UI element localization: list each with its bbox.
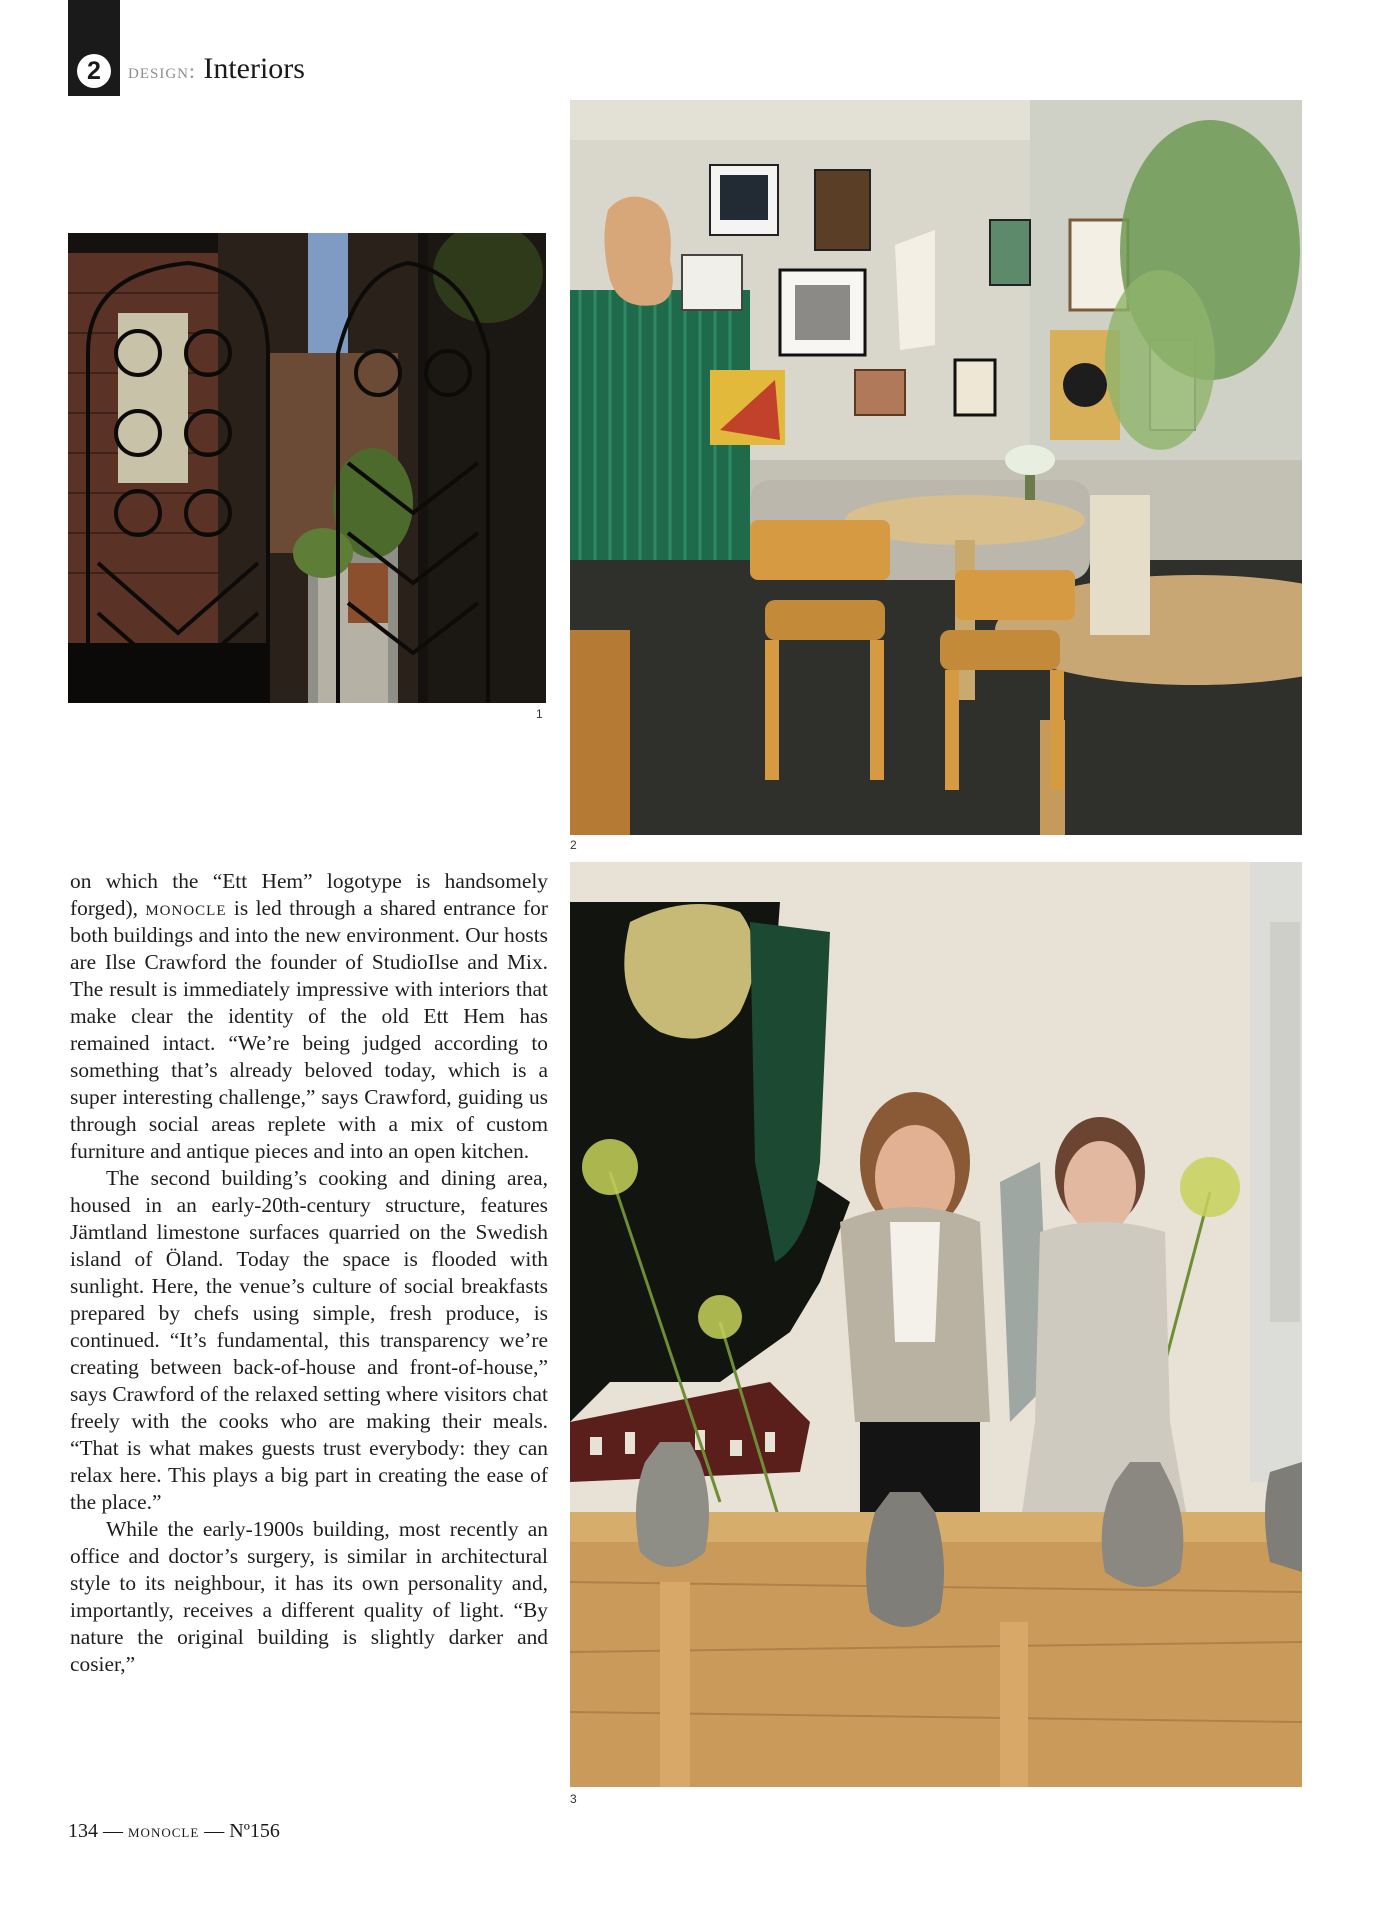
photo-caption-2: 2 [570, 838, 577, 852]
photo-caption-1: 1 [536, 707, 543, 721]
section-heading [128, 52, 305, 86]
folio-separator: — [103, 1820, 123, 1842]
page-folio [68, 1820, 280, 1843]
folio-brand: monocle [128, 1821, 200, 1841]
section-title: Interiors [203, 52, 305, 85]
page-number: 134 [68, 1820, 98, 1842]
section-number-badge: 2 [77, 54, 111, 88]
photo-caption-3: 3 [570, 1792, 577, 1806]
folio-separator: — [204, 1820, 225, 1842]
section-kicker: design: [128, 59, 196, 83]
courtyard-gate-photo [68, 233, 546, 703]
article-paragraph-3: While the early-1900s building, most recently an office and doctor’s surgery, is similar in architectural style to its neighbour, it has its own personality and, importantly, receives a different quality of light. “By nature the original building is slightly darker and cosier,” [70, 1517, 548, 1676]
portrait-photo [570, 862, 1302, 1787]
article-body [70, 868, 548, 1678]
dining-room-photo [570, 100, 1302, 835]
article-paragraph-1 [70, 868, 548, 1165]
article-paragraph-1-text-a: on which the “Ett Hem” logotype is handsomely forged), [70, 869, 548, 920]
brand-mention: monocle [145, 896, 227, 920]
issue-number: Nº156 [229, 1820, 280, 1842]
article-paragraph-1-text-b: is led through a shared entrance for both buildings and into the new environment. Our hosts are Ilse Crawford the founder of StudioIlse and Mix. The result is immediately impressive with interiors that make clear the identity of the old Ett Hem has remained intact. “We’re being judged according to something that’s already beloved today, which is a super interesting challenge,” says Crawford, guiding us through social areas replete with a mix of custom furniture and antique pieces and into an open kitchen. [70, 896, 548, 1163]
article-paragraph-2: The second building’s cooking and dining area, housed in an early-20th-century structure, features Jämtland limestone surfaces quarried on the Swedish island of Öland. Today the space is flooded with sunlight. Here, the venue’s culture of social breakfasts prepared by chefs using simple, fresh produce, is continued. “It’s fundamental, this transparency we’re creating between back-of-house and front-of-house,” says Crawford of the relaxed setting where visitors chat freely with the cooks who are making their meals. “That is what makes guests trust everybody: they can relax here. This plays a big part in creating the ease of the place.” [70, 1166, 548, 1514]
